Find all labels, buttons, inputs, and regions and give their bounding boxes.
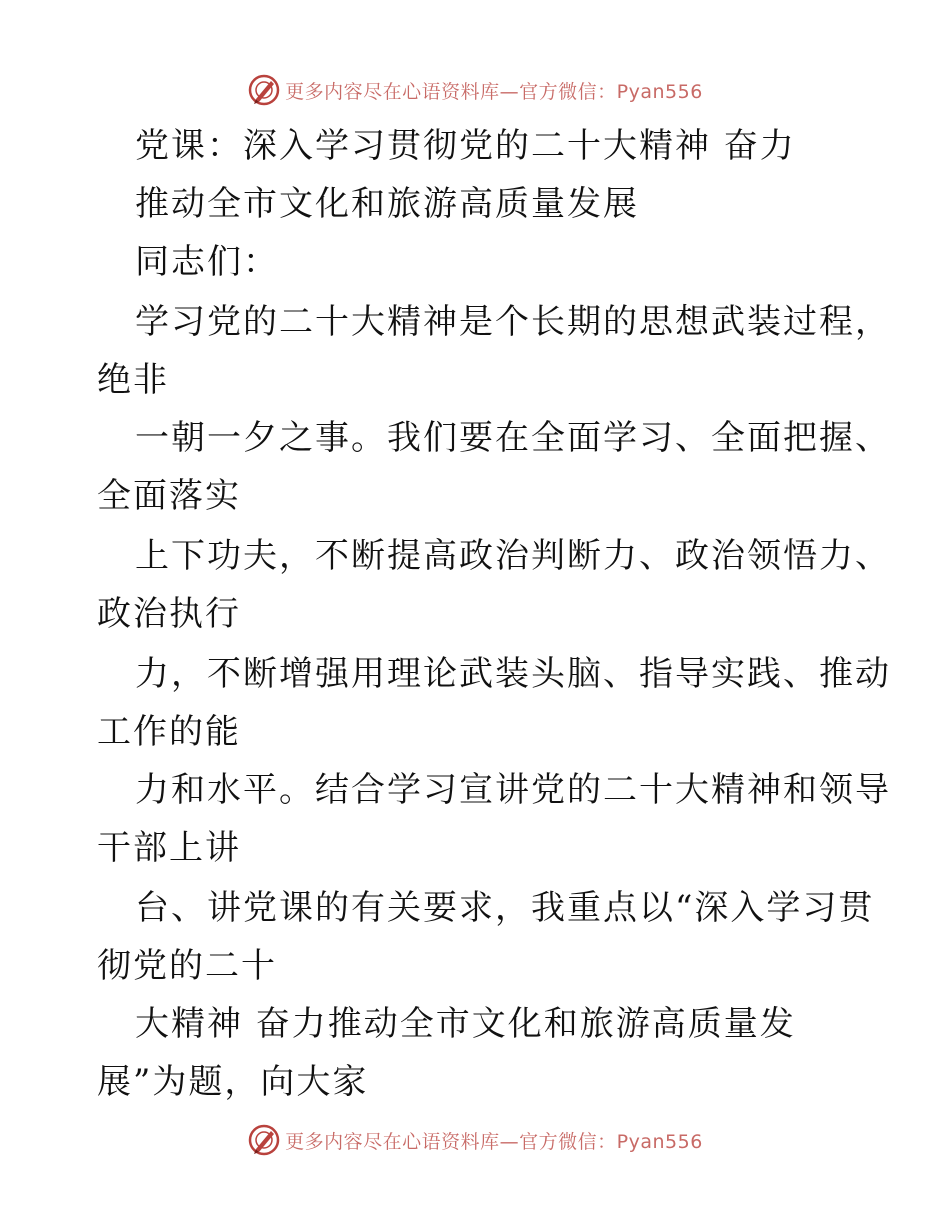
paragraph-line: 大精神 奋力推动全市文化和旅游高质量发 xyxy=(135,1004,796,1044)
paragraph-line: 力和水平。结合学习宣讲党的二十大精神和领导 xyxy=(135,770,891,810)
paragraph-line: 展”为题，向大家 xyxy=(97,1062,369,1102)
paragraph-line: 绝非 xyxy=(97,360,169,400)
paragraph-line: 工作的能 xyxy=(97,712,241,752)
paragraph-line: 政治执行 xyxy=(97,594,241,634)
paragraph-line: 台、讲党课的有关要求，我重点以“深入学习贯 xyxy=(135,888,875,928)
watermark-text: 更多内容尽在心语资料库—官方微信：Pyan556 xyxy=(285,1130,703,1153)
pen-logo-icon xyxy=(247,73,281,107)
paragraph-line: 全面落实 xyxy=(97,476,241,516)
watermark-banner-top xyxy=(0,70,950,110)
watermark-banner-bottom xyxy=(0,1120,950,1160)
paragraph-line: 力，不断增强用理论武装头脑、指导实践、推动 xyxy=(135,654,891,694)
paragraph-line: 上下功夫，不断提高政治判断力、政治领悟力、 xyxy=(135,536,891,576)
salutation: 同志们： xyxy=(135,242,279,282)
title-line-1: 党课：深入学习贯彻党的二十大精神 奋力 xyxy=(135,126,796,166)
pen-logo-icon xyxy=(247,1123,281,1157)
paragraph-line: 干部上讲 xyxy=(97,828,241,868)
watermark-text: 更多内容尽在心语资料库—官方微信：Pyan556 xyxy=(285,80,703,103)
paragraph-line: 一朝一夕之事。我们要在全面学习、全面把握、 xyxy=(135,418,891,458)
paragraph-line: 学习党的二十大精神是个长期的思想武装过程， xyxy=(135,302,891,342)
paragraph-line: 彻党的二十 xyxy=(97,946,277,986)
title-line-2: 推动全市文化和旅游高质量发展 xyxy=(135,184,639,224)
